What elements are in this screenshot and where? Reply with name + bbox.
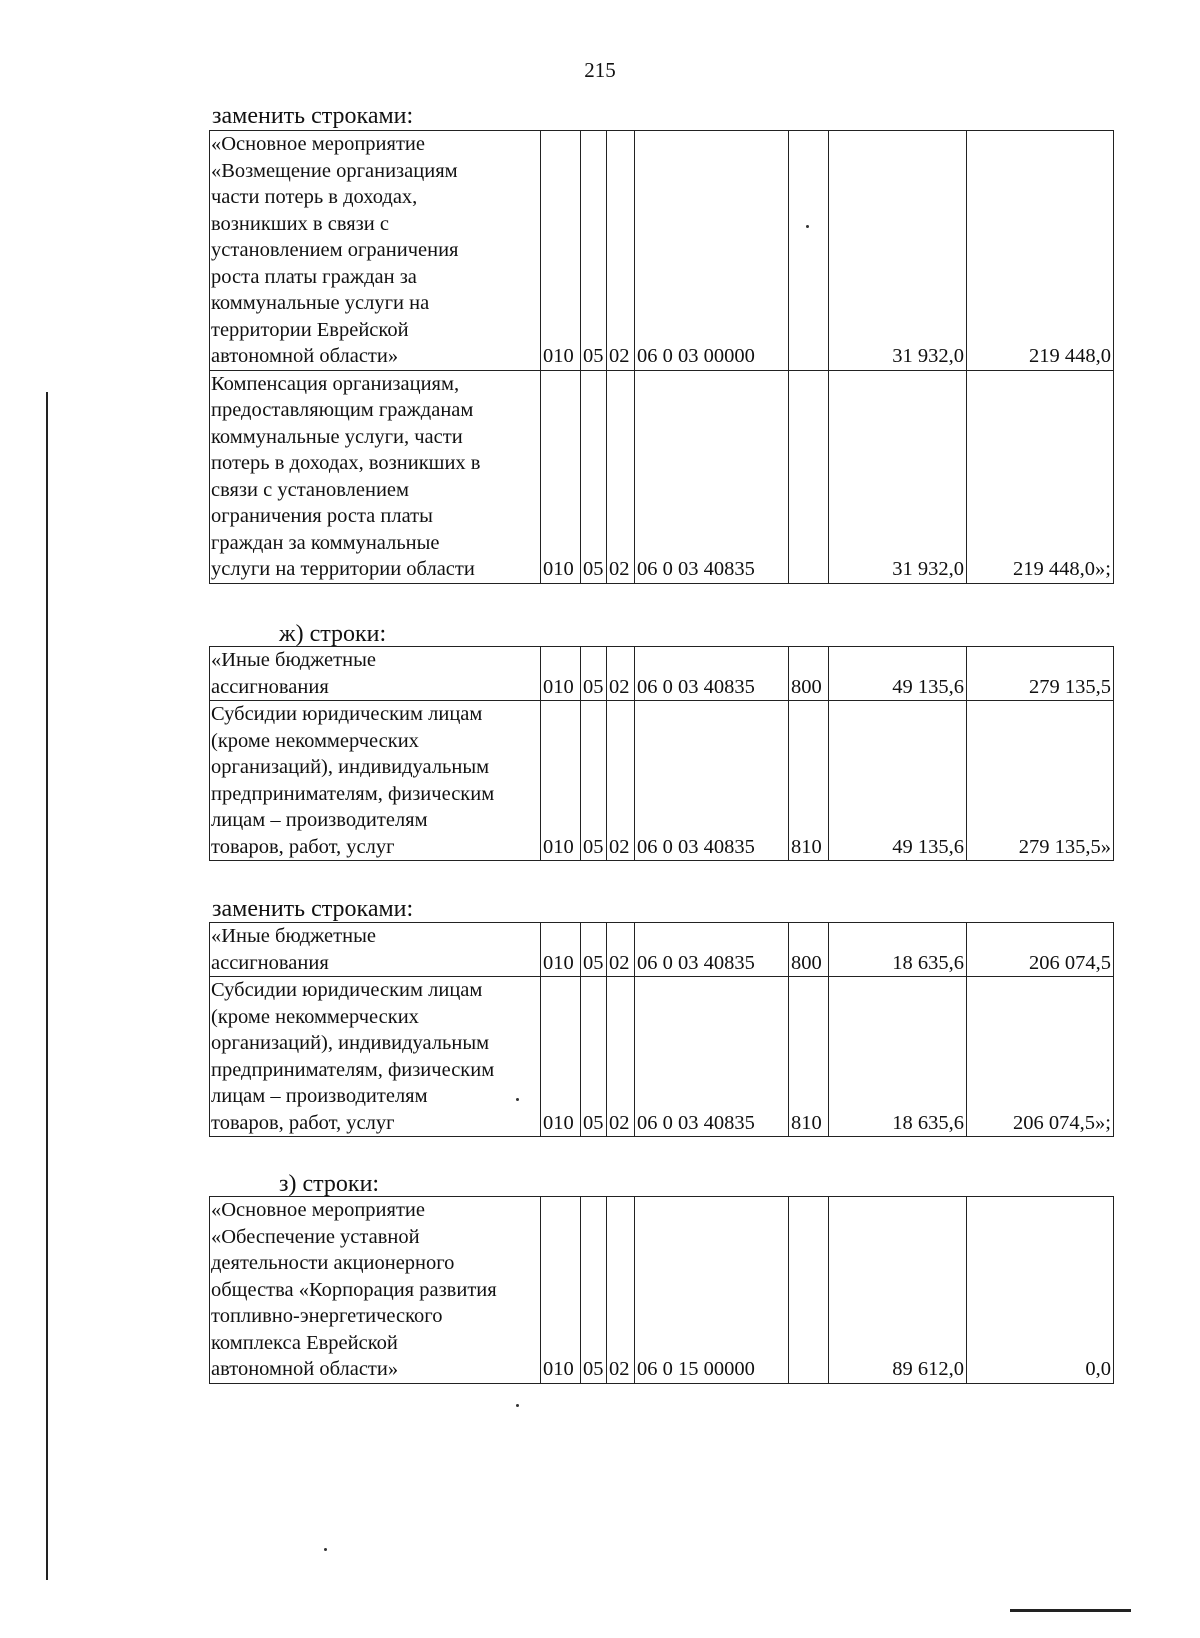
cell-name: Субсидии юридическим лицам (кроме некоммерческих организаций), индивидуальным предпринимателям, физическим лицам – производителям товаров, работ, услуг [210, 977, 541, 1137]
cell-value-1: 49 135,6 [829, 701, 967, 861]
cell-name: «Иные бюджетные ассигнования [210, 923, 541, 977]
bottom-rule [1010, 1609, 1131, 1612]
cell-value-1: 31 932,0 [829, 370, 967, 583]
scan-speck [324, 1548, 327, 1551]
cell-rz: 05 [581, 131, 607, 371]
cell-vr: 810 [789, 977, 829, 1137]
cell-vr: 810 [789, 701, 829, 861]
cell-vr [789, 131, 829, 371]
cell-vr: 800 [789, 923, 829, 977]
cell-pr: 02 [607, 923, 635, 977]
cell-value-2: 0,0 [967, 1197, 1114, 1384]
cell-value-2: 279 135,5» [967, 701, 1114, 861]
budget-table [209, 1196, 1114, 1384]
cell-kcsr: 06 0 15 00000 [635, 1197, 789, 1384]
cell-pr: 02 [607, 1197, 635, 1384]
cell-pr: 02 [607, 131, 635, 371]
cell-value-1: 31 932,0 [829, 131, 967, 371]
section-heading: заменить строками: [212, 896, 414, 922]
section-heading: заменить строками: [212, 103, 414, 129]
cell-value-1: 18 635,6 [829, 977, 967, 1137]
table-row [210, 131, 1114, 371]
table-row [210, 647, 1114, 701]
cell-rz: 05 [581, 923, 607, 977]
table-row [210, 701, 1114, 861]
table-row [210, 370, 1114, 583]
cell-rz: 05 [581, 701, 607, 861]
cell-name: Компенсация организациям, предоставляющим гражданам коммунальные услуги, части потерь в доходах, возникших в связи с установлением ограничения роста платы граждан за коммунальные услуги на территории области [210, 370, 541, 583]
cell-value-2: 206 074,5»; [967, 977, 1114, 1137]
scan-speck [516, 1404, 519, 1407]
cell-grbs: 010 [541, 701, 581, 861]
cell-value-2: 206 074,5 [967, 923, 1114, 977]
cell-vr [789, 370, 829, 583]
table-row [210, 977, 1114, 1137]
cell-vr [789, 1197, 829, 1384]
scan-speck [806, 225, 809, 228]
cell-kcsr: 06 0 03 40835 [635, 923, 789, 977]
budget-table [209, 922, 1114, 1137]
cell-rz: 05 [581, 977, 607, 1137]
cell-pr: 02 [607, 977, 635, 1137]
cell-value-1: 18 635,6 [829, 923, 967, 977]
cell-value-2: 219 448,0»; [967, 370, 1114, 583]
cell-kcsr: 06 0 03 40835 [635, 370, 789, 583]
scan-speck [516, 1098, 519, 1101]
margin-line [46, 392, 48, 1580]
cell-grbs: 010 [541, 977, 581, 1137]
cell-value-1: 49 135,6 [829, 647, 967, 701]
budget-table [209, 646, 1114, 861]
cell-pr: 02 [607, 701, 635, 861]
cell-name: «Основное мероприятие «Обеспечение уставной деятельности акционерного общества «Корпорация развития топливно-энергетического комплекса Еврейской автономной области» [210, 1197, 541, 1384]
page-number: 215 [584, 58, 616, 82]
cell-grbs: 010 [541, 131, 581, 371]
cell-kcsr: 06 0 03 40835 [635, 701, 789, 861]
cell-grbs: 010 [541, 647, 581, 701]
section-heading: з) строки: [279, 1171, 380, 1197]
table-row [210, 923, 1114, 977]
cell-vr: 800 [789, 647, 829, 701]
cell-rz: 05 [581, 647, 607, 701]
cell-name: «Иные бюджетные ассигнования [210, 647, 541, 701]
section-heading: ж) строки: [279, 621, 387, 647]
cell-kcsr: 06 0 03 00000 [635, 131, 789, 371]
cell-grbs: 010 [541, 370, 581, 583]
cell-name: «Основное мероприятие «Возмещение организациям части потерь в доходах, возникших в связи с установлением ограничения роста платы граждан за коммунальные услуги на территории Еврейской автономной области» [210, 131, 541, 371]
cell-rz: 05 [581, 370, 607, 583]
cell-pr: 02 [607, 370, 635, 583]
cell-rz: 05 [581, 1197, 607, 1384]
cell-kcsr: 06 0 03 40835 [635, 977, 789, 1137]
cell-grbs: 010 [541, 923, 581, 977]
cell-pr: 02 [607, 647, 635, 701]
cell-value-1: 89 612,0 [829, 1197, 967, 1384]
table-row [210, 1197, 1114, 1384]
cell-value-2: 219 448,0 [967, 131, 1114, 371]
cell-value-2: 279 135,5 [967, 647, 1114, 701]
cell-kcsr: 06 0 03 40835 [635, 647, 789, 701]
budget-table [209, 130, 1114, 584]
cell-name: Субсидии юридическим лицам (кроме некоммерческих организаций), индивидуальным предпринимателям, физическим лицам – производителям товаров, работ, услуг [210, 701, 541, 861]
cell-grbs: 010 [541, 1197, 581, 1384]
